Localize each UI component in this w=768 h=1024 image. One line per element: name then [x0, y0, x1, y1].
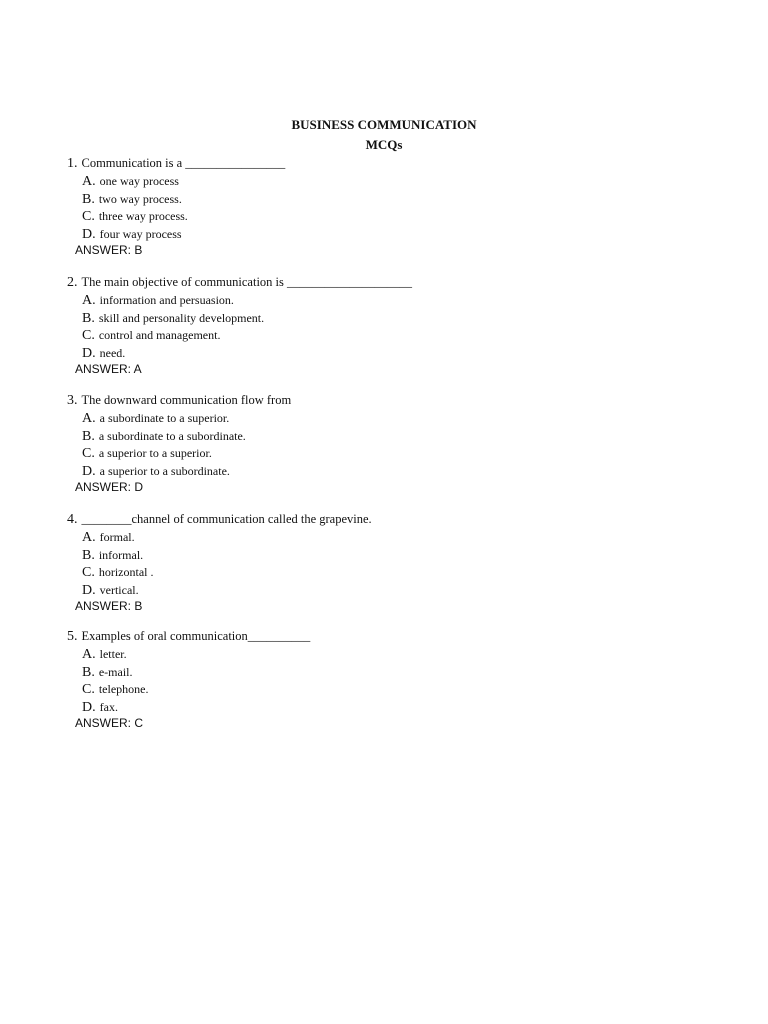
option-letter: D. — [82, 700, 96, 715]
option-c — [82, 328, 220, 344]
option-d — [82, 583, 139, 599]
document-subtitle: MCQs — [365, 137, 403, 152]
option-text: a superior to a subordinate. — [99, 464, 230, 478]
option-text: information and persuasion. — [99, 293, 234, 307]
option-letter: B. — [82, 192, 95, 207]
option-letter: D. — [82, 583, 96, 598]
option-text: four way process — [99, 227, 182, 241]
option-text: a subordinate to a superior. — [99, 411, 230, 425]
option-text: control and management. — [98, 328, 221, 342]
option-text: telephone. — [98, 682, 149, 696]
option-letter: A. — [82, 647, 96, 662]
option-c — [82, 682, 149, 698]
option-b — [82, 192, 182, 208]
option-text: formal. — [99, 530, 135, 544]
option-text: e-mail. — [98, 665, 133, 679]
answer-line: ANSWER: D — [75, 480, 144, 494]
option-text: three way process. — [98, 209, 188, 223]
question-stem — [67, 393, 291, 409]
option-letter: A. — [82, 530, 96, 545]
question-number: 4. — [67, 512, 78, 527]
option-letter: D. — [82, 346, 96, 361]
option-letter: A. — [82, 174, 96, 189]
question-number: 2. — [67, 275, 78, 290]
question-stem — [67, 156, 285, 172]
question-text: ________channel of communication called the grapevine. — [81, 512, 372, 526]
option-a — [82, 411, 229, 427]
question-number: 1. — [67, 156, 78, 171]
option-letter: D. — [82, 227, 96, 242]
option-a — [82, 293, 234, 309]
option-letter: C. — [82, 328, 95, 343]
option-c — [82, 446, 212, 462]
option-d — [82, 464, 230, 480]
option-text: fax. — [99, 700, 118, 714]
option-text: horizontal . — [98, 565, 154, 579]
option-letter: C. — [82, 682, 95, 697]
option-text: informal. — [98, 548, 144, 562]
question-stem — [67, 275, 412, 291]
option-letter: B. — [82, 429, 95, 444]
option-letter: C. — [82, 209, 95, 224]
option-text: skill and personality development. — [98, 311, 265, 325]
option-d — [82, 700, 118, 716]
option-c — [82, 209, 188, 225]
option-b — [82, 665, 133, 681]
question-stem — [67, 512, 372, 528]
option-letter: C. — [82, 446, 95, 461]
option-text: letter. — [99, 647, 127, 661]
answer-line: ANSWER: B — [75, 243, 143, 257]
option-letter: B. — [82, 665, 95, 680]
question-stem — [67, 629, 310, 645]
option-text: vertical. — [99, 583, 139, 597]
option-letter: A. — [82, 293, 96, 308]
document-title: BUSINESS COMMUNICATION — [291, 117, 477, 132]
option-text: a superior to a superior. — [98, 446, 212, 460]
option-b — [82, 548, 143, 564]
option-text: two way process. — [98, 192, 182, 206]
answer-line: ANSWER: A — [75, 362, 142, 376]
option-d — [82, 346, 125, 362]
option-a — [82, 530, 135, 546]
option-letter: B. — [82, 548, 95, 563]
question-text: Examples of oral communication__________ — [81, 629, 311, 643]
option-letter: A. — [82, 411, 96, 426]
option-text: need. — [99, 346, 126, 360]
option-letter: B. — [82, 311, 95, 326]
option-d — [82, 227, 182, 243]
option-b — [82, 311, 264, 327]
question-number: 5. — [67, 629, 78, 644]
question-text: Communication is a ________________ — [81, 156, 286, 170]
option-letter: D. — [82, 464, 96, 479]
option-a — [82, 174, 179, 190]
option-b — [82, 429, 246, 445]
question-text: The main objective of communication is ____________________ — [81, 275, 412, 289]
option-a — [82, 647, 127, 663]
question-number: 3. — [67, 393, 78, 408]
answer-line: ANSWER: C — [75, 716, 144, 730]
option-text: a subordinate to a subordinate. — [98, 429, 246, 443]
question-text: The downward communication flow from — [81, 393, 292, 407]
option-c — [82, 565, 154, 581]
answer-line: ANSWER: B — [75, 599, 143, 613]
option-text: one way process — [99, 174, 179, 188]
option-letter: C. — [82, 565, 95, 580]
